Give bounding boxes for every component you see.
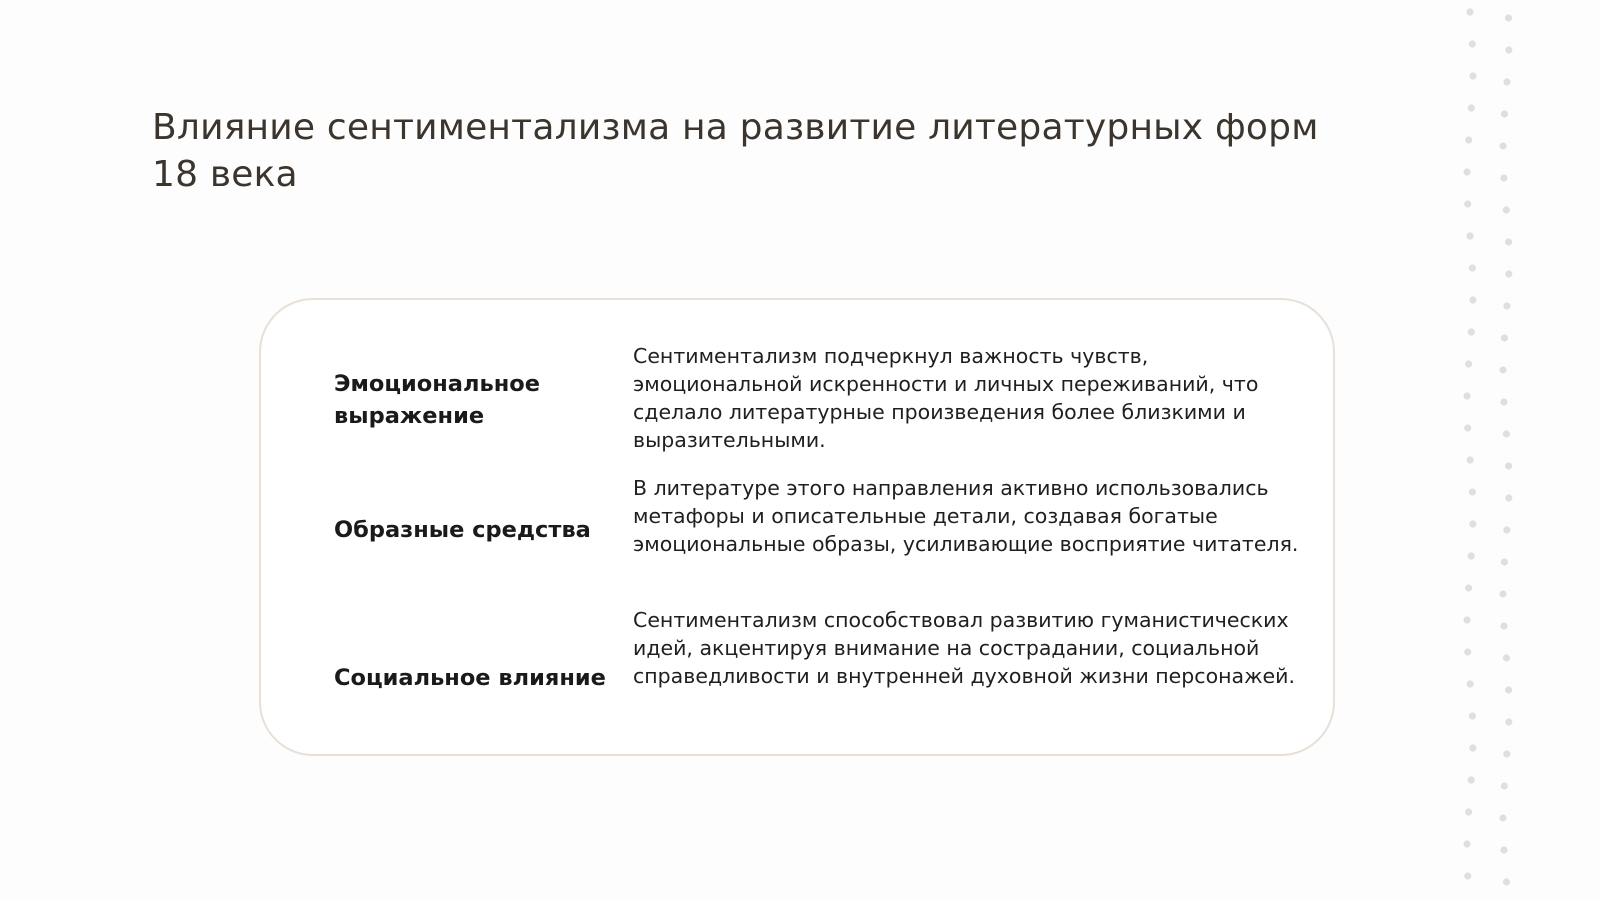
row-label-emotional-expression: Эмоциональное выражение [334, 371, 540, 429]
decorative-dot [1503, 750, 1510, 757]
decorative-dot [1469, 40, 1476, 47]
slide-title: Влияние сентиментализма на развитие литературных форм 18 века [152, 107, 1319, 195]
decorative-dot [1505, 718, 1512, 725]
decorative-dot [1499, 814, 1506, 821]
decorative-dot [1466, 232, 1473, 239]
decorative-dot [1465, 136, 1472, 143]
decorative-dot [1503, 78, 1510, 85]
decorative-dot [1505, 270, 1512, 277]
decorative-dot [1505, 46, 1512, 53]
decorative-dot [1505, 238, 1512, 245]
decorative-dot [1464, 648, 1471, 655]
decorative-dot [1469, 744, 1476, 751]
decorative-dot [1505, 14, 1512, 21]
decorative-dot [1501, 334, 1508, 341]
decorative-dot [1464, 200, 1471, 207]
decorative-dot [1505, 494, 1512, 501]
decorative-dot [1465, 584, 1472, 591]
decorative-dot [1501, 110, 1508, 117]
decorative-dot [1505, 686, 1512, 693]
decorative-dot [1466, 8, 1473, 15]
dotted-decoration [1440, 0, 1550, 899]
decorative-dot [1468, 328, 1475, 335]
decorative-dot [1503, 654, 1510, 661]
decorative-dot [1500, 622, 1507, 629]
decorative-dot [1499, 366, 1506, 373]
decorative-dot [1469, 72, 1476, 79]
row-text-emotional-expression: Сентиментализм подчеркнул важность чувств, эмоциональной искренности и личных переживаний, что сделало литературные произведения более близкими и выразительными. [633, 344, 1259, 452]
decorative-dot [1465, 808, 1472, 815]
decorative-dot [1469, 520, 1476, 527]
decorative-dot [1464, 424, 1471, 431]
decorative-dot [1463, 616, 1470, 623]
decorative-dot [1500, 846, 1507, 853]
decorative-dot [1499, 590, 1506, 597]
row-label-social-influence: Социальное влияние [334, 665, 606, 691]
decorative-dot [1503, 430, 1510, 437]
decorative-dot [1469, 296, 1476, 303]
decorative-dot [1499, 142, 1506, 149]
decorative-dot [1505, 462, 1512, 469]
row-text-imagery: В литературе этого направления активно использовались метафоры и описательные детали, создавая богатые эмоциональные образы, усиливающие восприятие читателя. [633, 476, 1299, 556]
decorative-dot [1468, 776, 1475, 783]
decorative-dot [1468, 104, 1475, 111]
decorative-dot [1469, 712, 1476, 719]
decorative-dot [1501, 782, 1508, 789]
decorative-dot [1503, 302, 1510, 309]
decorative-dot [1500, 174, 1507, 181]
decorative-dot [1465, 360, 1472, 367]
decorative-dot [1469, 488, 1476, 495]
content-card [259, 298, 1335, 756]
row-text-social-influence: Сентиментализм способствовал развитию гуманистических идей, акцентируя внимание на сострадании, социальной справедливости и внутренней духовной жизни персонажей. [633, 608, 1296, 688]
decorative-dot [1503, 526, 1510, 533]
decorative-dot [1503, 878, 1510, 885]
decorative-dot [1469, 264, 1476, 271]
decorative-dot [1468, 552, 1475, 559]
decorative-dot [1463, 168, 1470, 175]
decorative-dot [1464, 872, 1471, 879]
row-label-imagery: Образные средства [334, 517, 591, 543]
decorative-dot [1463, 840, 1470, 847]
decorative-dot [1500, 398, 1507, 405]
decorative-dot [1467, 680, 1474, 687]
decorative-dot [1463, 392, 1470, 399]
decorative-dot [1467, 456, 1474, 463]
decorative-dot [1503, 206, 1510, 213]
decorative-dot [1501, 558, 1508, 565]
